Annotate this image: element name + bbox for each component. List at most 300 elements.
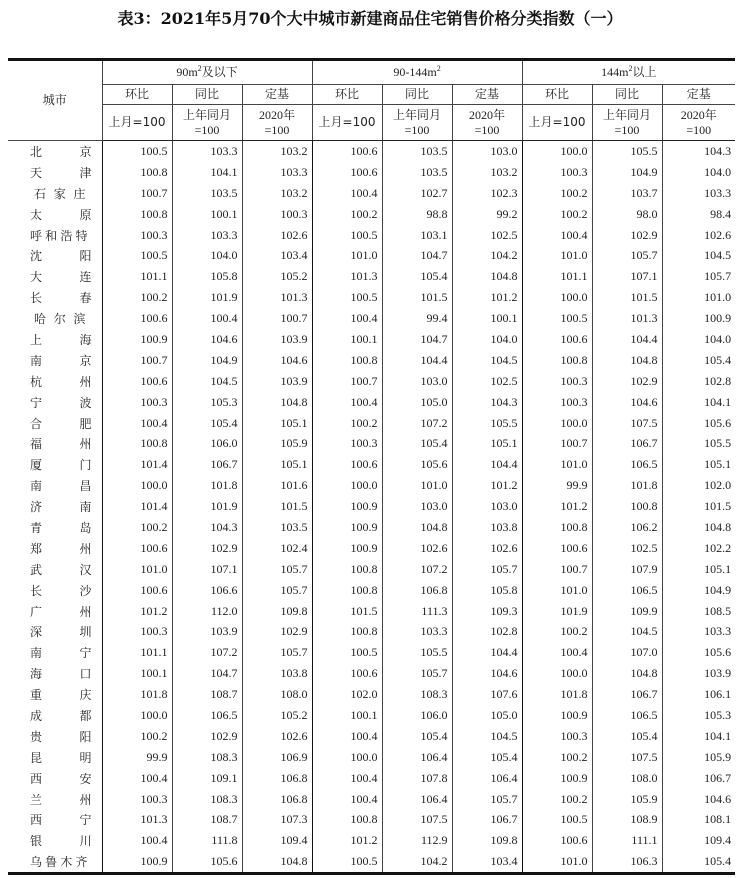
city-name: 海口	[30, 667, 92, 682]
index-value: 105.1	[662, 454, 735, 475]
index-value: 104.7	[172, 663, 242, 684]
index-value: 105.9	[592, 789, 662, 810]
index-value: 100.7	[522, 559, 592, 580]
index-value: 102.3	[452, 183, 522, 204]
index-value: 104.2	[382, 851, 452, 873]
index-value: 105.7	[662, 266, 735, 287]
index-value: 105.9	[242, 433, 312, 454]
index-value: 105.5	[662, 433, 735, 454]
base-header-line2: =100	[264, 122, 290, 137]
index-value: 100.8	[312, 621, 382, 642]
base-header-line1: 2020年	[259, 107, 296, 122]
index-value: 100.2	[522, 204, 592, 225]
index-value: 106.9	[242, 747, 312, 768]
index-value: 101.1	[102, 266, 172, 287]
index-value: 100.8	[522, 517, 592, 538]
index-value: 100.2	[312, 204, 382, 225]
index-value: 101.0	[522, 851, 592, 873]
group-header-90-144: $90-144m^2$	[312, 60, 522, 85]
index-value: 104.0	[662, 329, 735, 350]
index-value: 100.0	[312, 475, 382, 496]
table-row	[8, 810, 735, 831]
index-value: 100.3	[242, 204, 312, 225]
index-value: 100.1	[172, 204, 242, 225]
index-value: 105.0	[452, 705, 522, 726]
table-row	[8, 726, 735, 747]
index-value: 100.4	[312, 392, 382, 413]
table-row	[8, 601, 735, 622]
index-value: 99.2	[452, 204, 522, 225]
index-value: 102.6	[662, 225, 735, 246]
index-value: 101.8	[592, 475, 662, 496]
index-value: 103.5	[172, 183, 242, 204]
price-index-table	[8, 58, 735, 875]
table-row	[8, 559, 735, 580]
city-name: 哈尔滨	[34, 312, 86, 327]
index-value: 105.1	[242, 413, 312, 434]
index-value: 100.3	[522, 162, 592, 183]
index-value: 100.8	[312, 350, 382, 371]
city-name: 西宁	[30, 813, 92, 828]
index-value: 106.1	[662, 684, 735, 705]
index-value: 105.4	[382, 433, 452, 454]
table-row	[8, 141, 735, 162]
index-value: 108.7	[172, 684, 242, 705]
index-value: 102.9	[172, 726, 242, 747]
index-value: 105.7	[242, 580, 312, 601]
index-value: 103.3	[662, 621, 735, 642]
metric-header: 环比	[522, 85, 592, 105]
index-value: 104.8	[662, 517, 735, 538]
index-value: 100.1	[312, 705, 382, 726]
index-value: 105.5	[592, 141, 662, 162]
index-value: 106.2	[592, 517, 662, 538]
index-value: 100.6	[102, 580, 172, 601]
index-value: 104.7	[382, 329, 452, 350]
index-value: 104.6	[172, 329, 242, 350]
index-value: 100.8	[312, 559, 382, 580]
index-value: 104.8	[452, 266, 522, 287]
index-value: 103.1	[382, 225, 452, 246]
city-name: 呼和浩特	[30, 228, 88, 243]
index-value: 102.8	[452, 621, 522, 642]
index-value: 105.7	[592, 245, 662, 266]
index-value: 105.7	[452, 559, 522, 580]
index-value: 100.8	[102, 433, 172, 454]
index-value: 102.7	[382, 183, 452, 204]
index-value: 104.3	[662, 141, 735, 162]
index-value: 100.8	[522, 350, 592, 371]
index-value: 100.9	[312, 538, 382, 559]
index-value: 100.5	[312, 287, 382, 308]
city-name: 贵阳	[30, 729, 92, 744]
index-value: 104.6	[452, 663, 522, 684]
index-value: 105.7	[242, 559, 312, 580]
index-value: 100.9	[662, 308, 735, 329]
index-value: 104.5	[662, 245, 735, 266]
index-value: 106.8	[382, 580, 452, 601]
index-value: 101.0	[522, 245, 592, 266]
index-value: 100.0	[522, 287, 592, 308]
city-name: 武汉	[30, 562, 92, 577]
city-name: 青岛	[30, 520, 92, 535]
base-header	[102, 105, 172, 141]
index-value: 102.5	[592, 538, 662, 559]
index-value: 100.1	[452, 308, 522, 329]
table-row	[8, 684, 735, 705]
index-value: 104.5	[172, 371, 242, 392]
index-value: 101.9	[172, 496, 242, 517]
index-value: 107.6	[452, 684, 522, 705]
index-value: 101.5	[662, 496, 735, 517]
city-name: 杭州	[30, 374, 92, 389]
index-value: 100.3	[102, 392, 172, 413]
index-value: 100.7	[312, 371, 382, 392]
index-value: 107.3	[242, 810, 312, 831]
table-row	[8, 517, 735, 538]
table-row	[8, 454, 735, 475]
base-header-line1: 上年同月	[393, 107, 442, 122]
index-value: 100.4	[312, 726, 382, 747]
index-value: 103.2	[242, 141, 312, 162]
index-value: 106.6	[172, 580, 242, 601]
index-value: 100.6	[102, 308, 172, 329]
index-value: 100.2	[102, 287, 172, 308]
base-header-line1: 上月=100	[318, 115, 376, 129]
index-value: 108.3	[172, 789, 242, 810]
index-value: 104.0	[662, 162, 735, 183]
index-value: 106.7	[592, 684, 662, 705]
index-value: 100.3	[102, 789, 172, 810]
index-value: 104.5	[592, 621, 662, 642]
city-name: 厦门	[30, 458, 92, 473]
index-value: 103.3	[172, 225, 242, 246]
column-header-city: 城市	[8, 60, 102, 141]
metric-header: 定基	[662, 85, 735, 105]
index-value: 105.4	[382, 266, 452, 287]
index-value: 104.5	[452, 726, 522, 747]
index-value: 104.9	[172, 350, 242, 371]
index-value: 104.1	[662, 726, 735, 747]
index-value: 112.9	[382, 830, 452, 851]
index-value: 100.6	[522, 830, 592, 851]
index-value: 102.9	[172, 538, 242, 559]
index-value: 102.5	[452, 371, 522, 392]
index-value: 104.9	[592, 162, 662, 183]
index-value: 100.9	[312, 517, 382, 538]
index-value: 100.4	[312, 789, 382, 810]
index-value: 100.8	[312, 580, 382, 601]
city-name: 成都	[30, 708, 92, 723]
index-value: 100.1	[102, 663, 172, 684]
index-value: 101.2	[312, 830, 382, 851]
index-value: 101.9	[522, 601, 592, 622]
base-header-line2: =100	[404, 122, 430, 137]
index-value: 104.3	[452, 392, 522, 413]
index-value: 100.5	[522, 308, 592, 329]
index-value: 109.3	[452, 601, 522, 622]
index-value: 100.2	[102, 517, 172, 538]
index-value: 101.8	[102, 684, 172, 705]
index-value: 104.3	[172, 517, 242, 538]
index-value: 103.0	[452, 141, 522, 162]
table-row	[8, 851, 735, 873]
index-value: 105.4	[172, 413, 242, 434]
index-value: 106.7	[452, 810, 522, 831]
index-value: 105.3	[172, 392, 242, 413]
index-value: 107.5	[592, 747, 662, 768]
index-value: 108.0	[242, 684, 312, 705]
base-header-line1: 上月=100	[108, 115, 166, 129]
index-value: 103.2	[242, 183, 312, 204]
index-value: 100.0	[312, 747, 382, 768]
index-value: 100.3	[102, 225, 172, 246]
index-value: 101.9	[172, 287, 242, 308]
index-value: 105.1	[452, 433, 522, 454]
index-value: 103.8	[242, 663, 312, 684]
index-value: 100.2	[522, 789, 592, 810]
city-name: 兰州	[30, 792, 92, 807]
index-value: 106.0	[172, 433, 242, 454]
index-value: 100.4	[312, 768, 382, 789]
index-value: 101.0	[522, 580, 592, 601]
index-value: 103.2	[452, 162, 522, 183]
index-value: 107.5	[382, 810, 452, 831]
table-title: 表3：2021年5月70个大中城市新建商品住宅销售价格分类指数（一）	[117, 9, 623, 28]
index-value: 105.4	[592, 726, 662, 747]
index-value: 100.8	[592, 496, 662, 517]
index-value: 105.9	[662, 747, 735, 768]
index-value: 98.4	[662, 204, 735, 225]
index-value: 100.4	[312, 183, 382, 204]
index-value: 103.0	[382, 371, 452, 392]
index-value: 106.5	[592, 580, 662, 601]
index-value: 106.7	[662, 768, 735, 789]
index-value: 100.4	[102, 768, 172, 789]
index-value: 100.3	[522, 392, 592, 413]
city-name: 上海	[30, 332, 92, 347]
table-row	[8, 371, 735, 392]
base-header-line2: =100	[474, 122, 500, 137]
city-name: 北京	[30, 144, 92, 159]
index-value: 100.0	[102, 705, 172, 726]
index-value: 108.1	[662, 810, 735, 831]
index-value: 98.0	[592, 204, 662, 225]
index-value: 105.1	[242, 454, 312, 475]
index-value: 103.7	[592, 183, 662, 204]
metric-header: 同比	[172, 85, 242, 105]
city-name: 昆明	[30, 750, 92, 765]
index-value: 99.9	[522, 475, 592, 496]
table-row	[8, 621, 735, 642]
index-value: 104.1	[172, 162, 242, 183]
index-value: 100.4	[522, 225, 592, 246]
index-value: 104.4	[592, 329, 662, 350]
index-value: 105.2	[242, 705, 312, 726]
base-header	[242, 105, 312, 141]
index-value: 107.9	[592, 559, 662, 580]
index-value: 106.4	[382, 747, 452, 768]
city-name: 济南	[30, 500, 92, 515]
index-value: 100.6	[102, 538, 172, 559]
index-value: 100.2	[522, 183, 592, 204]
base-header-line1: 2020年	[680, 107, 717, 122]
index-value: 101.0	[382, 475, 452, 496]
table-row	[8, 350, 735, 371]
index-value: 107.1	[592, 266, 662, 287]
index-value: 109.4	[662, 830, 735, 851]
index-value: 101.5	[242, 496, 312, 517]
index-value: 101.2	[452, 287, 522, 308]
index-value: 103.9	[242, 371, 312, 392]
city-name: 宁波	[30, 395, 92, 410]
index-value: 109.9	[592, 601, 662, 622]
index-value: 100.7	[242, 308, 312, 329]
index-value: 100.4	[522, 642, 592, 663]
index-value: 100.2	[522, 747, 592, 768]
table-row	[8, 475, 735, 496]
index-value: 108.5	[662, 601, 735, 622]
group-header-90-and-below: $90m^2$及以下	[102, 60, 312, 85]
index-value: 104.8	[242, 851, 312, 873]
index-value: 109.8	[242, 601, 312, 622]
base-header-line1: 上月=100	[528, 115, 586, 129]
table-row	[8, 413, 735, 434]
index-value: 111.8	[172, 830, 242, 851]
index-value: 101.3	[242, 287, 312, 308]
index-value: 102.6	[242, 225, 312, 246]
city-name: 石家庄	[34, 186, 86, 201]
index-value: 104.6	[242, 350, 312, 371]
base-header	[382, 105, 452, 141]
index-value: 101.4	[102, 454, 172, 475]
index-value: 109.8	[452, 830, 522, 851]
index-value: 103.0	[452, 496, 522, 517]
index-value: 103.3	[242, 162, 312, 183]
index-value: 100.6	[312, 454, 382, 475]
index-value: 106.0	[382, 705, 452, 726]
city-name: 南京	[30, 353, 92, 368]
city-name: 合肥	[30, 416, 92, 431]
index-value: 104.8	[592, 663, 662, 684]
index-value: 108.9	[592, 810, 662, 831]
index-value: 101.6	[242, 475, 312, 496]
city-name: 西安	[30, 771, 92, 786]
index-value: 105.2	[242, 266, 312, 287]
index-value: 100.5	[102, 141, 172, 162]
index-value: 105.6	[382, 454, 452, 475]
table-row	[8, 538, 735, 559]
index-value: 101.5	[382, 287, 452, 308]
index-value: 100.4	[102, 413, 172, 434]
table-row	[8, 162, 735, 183]
index-value: 100.0	[102, 475, 172, 496]
index-value: 100.6	[312, 141, 382, 162]
index-value: 101.1	[102, 642, 172, 663]
index-value: 99.4	[382, 308, 452, 329]
index-value: 104.0	[172, 245, 242, 266]
index-value: 102.2	[662, 538, 735, 559]
index-value: 100.7	[522, 433, 592, 454]
index-value: 100.6	[102, 371, 172, 392]
index-value: 101.5	[312, 601, 382, 622]
city-name: 太原	[30, 207, 92, 222]
index-value: 101.2	[102, 601, 172, 622]
index-value: 107.2	[382, 413, 452, 434]
city-name: 沈阳	[30, 249, 92, 264]
index-value: 100.0	[522, 141, 592, 162]
city-name: 深圳	[30, 625, 92, 640]
index-value: 100.2	[522, 621, 592, 642]
table-row	[8, 496, 735, 517]
index-value: 103.4	[452, 851, 522, 873]
index-value: 105.6	[662, 642, 735, 663]
index-value: 104.8	[382, 517, 452, 538]
index-value: 103.3	[172, 141, 242, 162]
index-value: 105.8	[172, 266, 242, 287]
group-header-144-and-above: $144m^2$以上	[522, 60, 735, 85]
index-value: 105.6	[662, 413, 735, 434]
table-row	[8, 747, 735, 768]
index-value: 107.8	[382, 768, 452, 789]
index-value: 104.1	[662, 392, 735, 413]
city-name: 乌鲁木齐	[8, 851, 102, 873]
index-value: 107.0	[592, 642, 662, 663]
index-value: 100.7	[102, 183, 172, 204]
index-value: 103.9	[662, 663, 735, 684]
index-value: 101.0	[522, 454, 592, 475]
metric-header: 定基	[452, 85, 522, 105]
base-header	[452, 105, 522, 141]
index-value: 105.4	[662, 851, 735, 873]
index-value: 111.1	[592, 830, 662, 851]
city-name: 福州	[30, 437, 92, 452]
index-value: 98.8	[382, 204, 452, 225]
index-value: 100.0	[522, 663, 592, 684]
base-header-line2: =100	[614, 122, 640, 137]
index-value: 106.5	[592, 454, 662, 475]
index-value: 102.6	[452, 538, 522, 559]
index-value: 108.0	[592, 768, 662, 789]
index-value: 107.2	[382, 559, 452, 580]
index-value: 101.5	[592, 287, 662, 308]
index-value: 103.0	[382, 496, 452, 517]
index-value: 103.3	[382, 621, 452, 642]
index-value: 104.6	[662, 789, 735, 810]
index-value: 100.2	[312, 413, 382, 434]
city-name: 银川	[30, 834, 92, 849]
table-row	[8, 392, 735, 413]
index-value: 100.5	[312, 851, 382, 873]
city-name: 长春	[30, 291, 92, 306]
index-value: 100.3	[312, 433, 382, 454]
index-value: 100.9	[102, 851, 172, 873]
index-value: 102.0	[662, 475, 735, 496]
index-value: 105.4	[662, 350, 735, 371]
index-value: 105.5	[452, 413, 522, 434]
index-value: 104.6	[592, 392, 662, 413]
index-value: 106.7	[172, 454, 242, 475]
index-value: 103.9	[172, 621, 242, 642]
index-value: 99.9	[102, 747, 172, 768]
index-value: 112.0	[172, 601, 242, 622]
index-value: 105.7	[382, 663, 452, 684]
index-value: 103.5	[382, 162, 452, 183]
table-row	[8, 225, 735, 246]
index-value: 105.5	[382, 642, 452, 663]
base-header	[592, 105, 662, 141]
base-header	[172, 105, 242, 141]
